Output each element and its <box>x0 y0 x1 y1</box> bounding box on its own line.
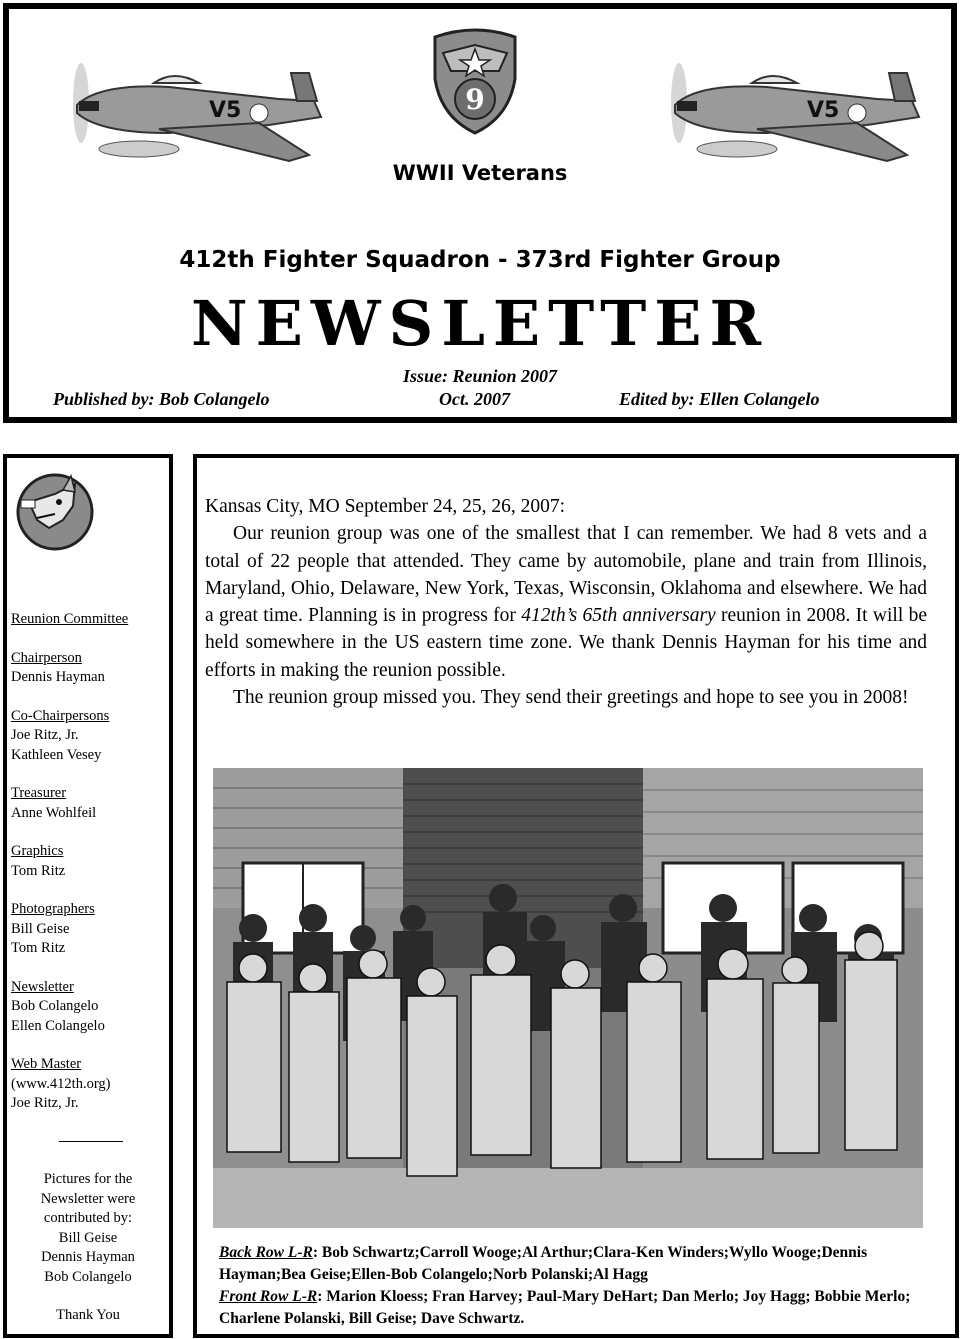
committee-heading: Web Master <box>11 1056 82 1072</box>
patch-numeral: 9 <box>465 83 485 116</box>
newsletter-masthead: NEWSLETTER <box>190 287 770 360</box>
committee-member: Kathleen Vesey <box>11 746 102 763</box>
back-row-label: Back Row L-R <box>219 1244 313 1261</box>
issue-label: Issue: Reunion 2007 <box>402 366 558 386</box>
committee-member: Ellen Colangelo <box>11 1017 105 1034</box>
committee-heading: Treasurer <box>11 785 67 801</box>
credits-name: Bob Colangelo <box>44 1268 132 1285</box>
committee-heading: Graphics <box>11 843 64 859</box>
credits-intro-line: Newsletter were <box>40 1190 136 1207</box>
committee-member: (www.412th.org) <box>11 1075 111 1092</box>
ninth-air-force-patch-icon <box>429 27 521 135</box>
plane-marking-label: V5 <box>807 98 840 123</box>
front-row-label: Front Row L-R <box>219 1288 318 1305</box>
reunion-group-photo <box>213 768 923 1228</box>
committee-member: Bill Geise <box>11 920 70 937</box>
committee-member: Tom Ritz <box>11 940 66 956</box>
photo-credits <box>11 1170 165 1326</box>
committee-member: Joe Ritz, Jr. <box>11 1095 79 1111</box>
committee-heading: Co-Chairpersons <box>11 707 110 724</box>
committee-member: Dennis Hayman <box>11 669 105 685</box>
committee-heading: Photographers <box>11 901 95 917</box>
committee-member: Joe Ritz, Jr. <box>11 727 79 743</box>
squadron-title: 412th Fighter Squadron - 373rd Fighter Group <box>179 247 781 273</box>
committee-member: Tom Ritz <box>11 862 66 879</box>
newsletter-header <box>3 3 957 423</box>
article-panel <box>193 454 959 1338</box>
credits-intro-line: contributed by: <box>43 1210 133 1226</box>
plane-marking-label: V5 <box>209 98 242 123</box>
committee-member: Anne Wohlfeil <box>11 804 97 821</box>
committee-member: Bob Colangelo <box>11 998 99 1014</box>
issue-date: Oct. 2007 <box>439 389 510 409</box>
committee-heading: Newsletter <box>11 978 74 995</box>
sidebar-divider <box>59 1141 123 1142</box>
anniversary-emphasis: 412th’s 65th anniversary <box>521 605 716 627</box>
committee-heading: Chairperson <box>11 649 82 666</box>
committee-title: Reunion Committee <box>11 611 129 627</box>
committee-sidebar <box>3 454 173 1338</box>
front-row-names: : Marion Kloess; Fran Harvey; Paul-Mary DeHart; Dan Merlo; Joy Hagg; Bobbie Merlo; Charlene Polanski, Bill Geise; Dave Schwartz. <box>219 1288 911 1327</box>
article-paragraph-2: The reunion group missed you. They send their greetings and hope to see you in 2008! <box>233 687 909 709</box>
edited-by: Edited by: Ellen Colangelo <box>619 389 820 409</box>
thank-you-text: Thank You <box>56 1307 120 1323</box>
credits-intro-line: Pictures for the <box>43 1171 133 1187</box>
back-row-names: : Bob Schwartz;Carroll Wooge;Al Arthur;Clara-Ken Winders;Wyllo Wooge;Dennis Hayman;Bea Geise;Ellen-Bob Colangelo;Norb Polanski;Al Hagg <box>219 1244 868 1283</box>
credits-name: Dennis Hayman <box>41 1249 135 1265</box>
reunion-article <box>205 493 927 711</box>
squadron-wolf-emblem-icon <box>15 472 95 552</box>
article-dateline: Kansas City, MO September 24, 25, 26, 2007: <box>205 496 565 517</box>
article-paragraph-1: Our reunion group was one of the smallest that I can remember. We had 8 vets and a total of 22 people that attended. They came by automobile, plane and train from Illinois, Maryland, Ohio, Delaware, New York, Texas, Wisconsin, Oklahoma and elsewhere. We had a great time. Planning is in progress for 412th’s 65th anniversary reunion in 2008. It will be held somewhere in the US eastern time zone. We thank Dennis Hayman for his time and efforts in making the reunion possible. <box>205 523 927 681</box>
published-by: Published by: Bob Colangelo <box>53 389 270 409</box>
committee-list <box>11 610 165 1114</box>
photo-caption <box>219 1242 921 1330</box>
credits-name: Bill Geise <box>58 1229 118 1246</box>
subtitle-wwii-veterans: WWII Veterans <box>392 161 568 185</box>
